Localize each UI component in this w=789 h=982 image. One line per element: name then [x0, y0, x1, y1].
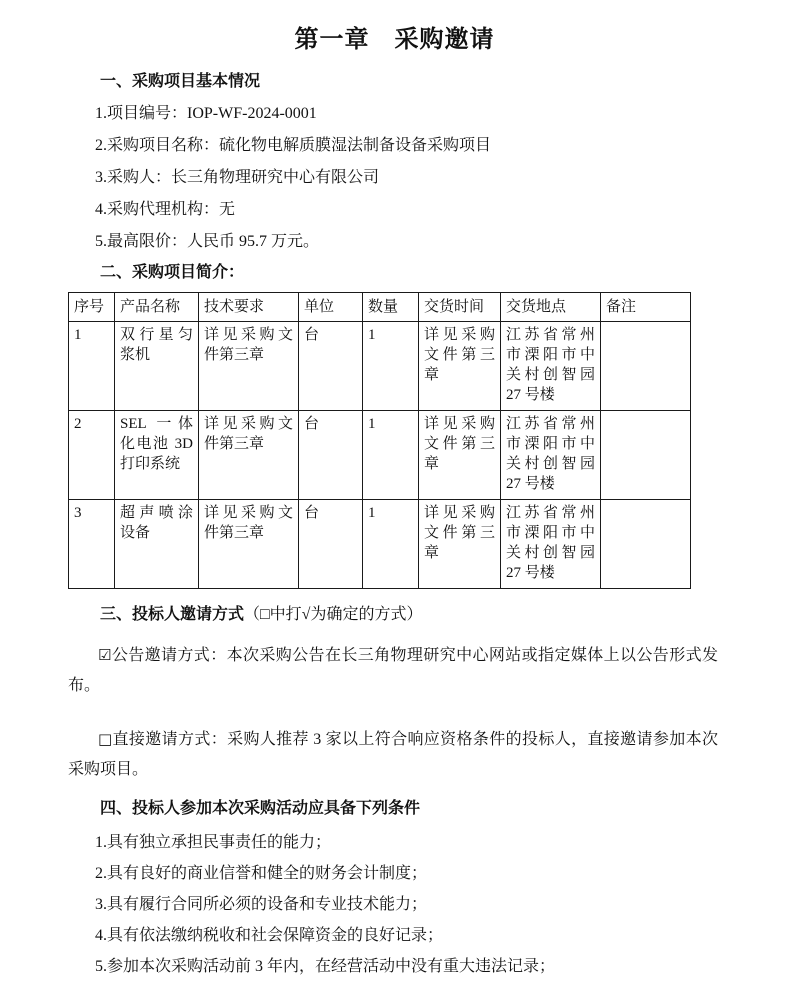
- table-row: [69, 411, 691, 500]
- table-header-cell: 数量: [363, 293, 419, 322]
- table-cell: 详见采购文件第三章: [199, 500, 299, 589]
- table-cell: 超声喷涂设备: [115, 500, 199, 589]
- table-header-cell: 产品名称: [115, 293, 199, 322]
- table-header-cell: 交货地点: [501, 293, 601, 322]
- list-item: 4.具有依法缴纳税收和社会保障资金的良好记录；: [95, 927, 444, 944]
- section3-heading: [68, 605, 745, 625]
- direct-invitation-text: 直接邀请方式：采购人推荐 3 家以上符合响应资格条件的投标人，直接邀请参加本次采购项目。: [68, 731, 718, 778]
- list-item: 1.项目编号：IOP-WF-2024-0001: [95, 105, 317, 122]
- procurement-table: [68, 292, 691, 589]
- list-item: 5.参加本次采购活动前 3 年内，在经营活动中没有重大违法记录；: [95, 958, 556, 975]
- table-cell: 1: [363, 411, 419, 500]
- table-header-cell: 单位: [299, 293, 363, 322]
- table-row: [69, 322, 691, 411]
- section1-list: [68, 98, 745, 258]
- table-cell: 详见采购文件第三章: [199, 411, 299, 500]
- table-header-row: [69, 293, 691, 322]
- list-item: 5.最高限价：人民币 95.7 万元。: [95, 233, 320, 250]
- table-cell: 1: [363, 500, 419, 589]
- table-cell: 台: [299, 411, 363, 500]
- table-cell: 江苏省常州市溧阳市中关村创智园27 号楼: [501, 411, 601, 500]
- table-cell: 详见采购文件第三章: [419, 322, 501, 411]
- table-header-cell: 交货时间: [419, 293, 501, 322]
- table-cell: 江苏省常州市溧阳市中关村创智园27 号楼: [501, 322, 601, 411]
- table-header-cell: 序号: [69, 293, 115, 322]
- list-item: 3.具有履行合同所必须的设备和专业技术能力；: [95, 896, 428, 913]
- section2-heading: 二、采购项目简介：: [100, 264, 245, 281]
- section4-list: [68, 827, 745, 982]
- table-header-cell: 备注: [601, 293, 691, 322]
- list-item: 3.采购人：长三角物理研究中心有限公司: [95, 169, 380, 186]
- table-row: [69, 500, 691, 589]
- section3-heading-bold: 三、投标人邀请方式: [100, 606, 245, 623]
- table-cell: 双行星匀浆机: [115, 322, 199, 411]
- table-header-cell: 技术要求: [199, 293, 299, 322]
- table-cell: 1: [363, 322, 419, 411]
- table-cell: 台: [299, 500, 363, 589]
- table-cell: 详见采购文件第三章: [199, 322, 299, 411]
- list-item: 1.具有独立承担民事责任的能力；: [95, 834, 332, 851]
- section4-heading: 四、投标人参加本次采购活动应具备下列条件: [100, 800, 421, 817]
- list-item: 2.具有良好的商业信誉和健全的财务会计制度；: [95, 865, 428, 882]
- table-cell: 1: [69, 322, 115, 411]
- table-cell: SEL 一体化电池 3D 打印系统: [115, 411, 199, 500]
- table-cell: [601, 500, 691, 589]
- table-cell: 江苏省常州市溧阳市中关村创智园27 号楼: [501, 500, 601, 589]
- checkbox-unchecked-icon: □: [98, 730, 113, 748]
- public-invitation-text: 公告邀请方式：本次采购公告在长三角物理研究中心网站或指定媒体上以公告形式发布。: [68, 647, 718, 694]
- table-cell: 3: [69, 500, 115, 589]
- list-item: 4.采购代理机构：无: [95, 201, 236, 218]
- page-title: 第一章 采购邀请: [294, 27, 495, 53]
- direct-invitation-paragraph: [68, 724, 718, 785]
- list-item: 2.采购项目名称：硫化物电解质膜湿法制备设备采购项目: [95, 137, 492, 154]
- table-cell: 详见采购文件第三章: [419, 500, 501, 589]
- section1-heading: 一、采购项目基本情况: [100, 73, 261, 90]
- table-cell: [601, 322, 691, 411]
- checkbox-checked-icon: ☑: [98, 646, 112, 664]
- table-cell: 台: [299, 322, 363, 411]
- section3-heading-note: （□中打√为确定的方式）: [244, 606, 423, 623]
- table-cell: 详见采购文件第三章: [419, 411, 501, 500]
- table-cell: [601, 411, 691, 500]
- table-cell: 2: [69, 411, 115, 500]
- public-invitation-paragraph: [68, 640, 718, 701]
